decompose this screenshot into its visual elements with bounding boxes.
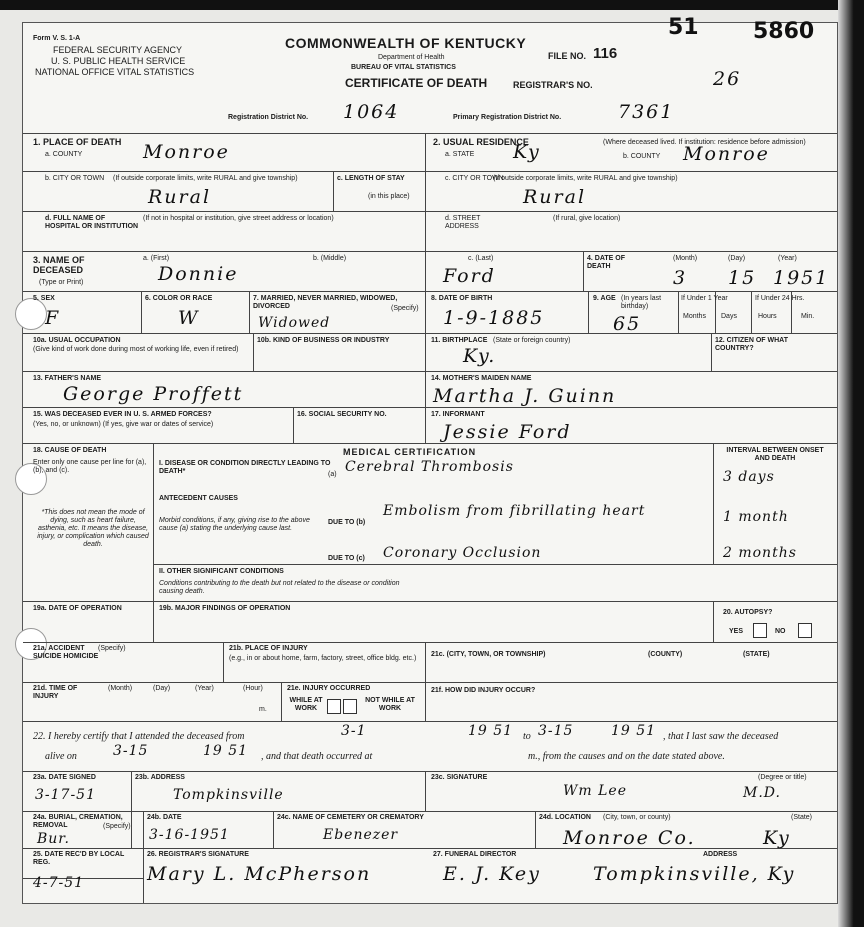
not-while-at-work-label: NOT WHILE AT WORK xyxy=(365,697,415,712)
length-of-stay-note: (in this place) xyxy=(368,193,410,200)
residence-street-note: (If rural, give location) xyxy=(553,215,621,222)
burial-date-label: 24b. DATE xyxy=(147,814,182,821)
injury-month-label: (Month) xyxy=(108,685,133,692)
primary-district-label: Primary Registration District No. xyxy=(453,114,562,121)
residence-state-value: Ky xyxy=(513,141,541,163)
rule xyxy=(751,291,752,333)
disease-condition-label: I. DISEASE OR CONDITION DIRECTLY LEADING TO DEATH* xyxy=(159,460,331,475)
rule xyxy=(425,642,426,682)
scan-edge-right xyxy=(838,0,864,927)
cemetery-label: 24c. NAME OF CEMETERY OR CREMATORY xyxy=(277,814,424,821)
rule xyxy=(153,443,154,601)
death-county-value: Monroe xyxy=(143,141,230,163)
department: Department of Health xyxy=(378,54,445,61)
rule xyxy=(23,721,837,722)
informant-label: 17. INFORMANT xyxy=(431,411,485,418)
registrar-no-label: REGISTRAR'S NO. xyxy=(513,80,593,90)
rule xyxy=(23,443,837,444)
antecedent-causes-label: ANTECEDENT CAUSES xyxy=(159,495,238,502)
certify-text-4: m., from the causes and on the date stated above. xyxy=(528,751,725,762)
due-to-b-label: DUE TO (b) xyxy=(328,519,366,526)
attended-to-year: 19 51 xyxy=(611,723,657,739)
injury-meridiem-label: m. xyxy=(259,706,267,713)
agency-line-3: NATIONAL OFFICE VITAL STATISTICS xyxy=(35,67,195,77)
birthplace-label: 11. BIRTHPLACE xyxy=(431,337,488,344)
burial-date-value: 3-16-1951 xyxy=(149,827,230,843)
interval-c-value: 2 months xyxy=(723,545,797,561)
business-label: 10b. KIND OF BUSINESS OR INDUSTRY xyxy=(257,337,390,344)
place-of-injury-label: 21b. PLACE OF INJURY xyxy=(229,645,308,652)
rule xyxy=(425,682,426,721)
months-label: Months xyxy=(683,313,706,320)
death-month-label: (Month) xyxy=(673,255,698,262)
operation-findings-label: 19b. MAJOR FINDINGS OF OPERATION xyxy=(159,605,291,612)
registrar-signature-value: Mary L. McPherson xyxy=(147,863,372,885)
rule xyxy=(713,443,714,564)
not-while-at-work-checkbox[interactable] xyxy=(343,699,357,714)
physician-address-value: Tompkinsville xyxy=(173,787,284,803)
attended-from-year: 19 51 xyxy=(468,723,514,739)
burial-location-label: 24d. LOCATION xyxy=(539,814,591,821)
registrar-signature-label: 26. REGISTRAR'S SIGNATURE xyxy=(147,851,249,858)
color-race-value: W xyxy=(178,307,200,329)
date-of-birth-value: 1-9-1885 xyxy=(443,307,545,329)
rule xyxy=(23,811,837,812)
rule xyxy=(711,333,712,371)
rule xyxy=(23,371,837,372)
operation-date-label: 19a. DATE OF OPERATION xyxy=(33,605,122,612)
stamp-number-left: 51 xyxy=(668,15,699,40)
autopsy-label: 20. AUTOPSY? xyxy=(723,609,773,616)
date-received-value: 4-7-51 xyxy=(33,875,85,891)
autopsy-no-label: NO xyxy=(775,628,786,635)
file-no-label: FILE NO. xyxy=(548,51,586,61)
rule xyxy=(425,171,837,172)
other-conditions-note: Conditions contributing to the death but not related to the disease or condition causing death. xyxy=(159,580,400,595)
rule xyxy=(425,133,426,291)
first-name-label: a. (First) xyxy=(143,255,170,262)
death-county-label: a. COUNTY xyxy=(45,151,83,158)
sex-label: 5. SEX xyxy=(33,295,55,302)
physician-degree: M.D. xyxy=(743,785,781,801)
while-at-work-label: WHILE AT WORK xyxy=(289,697,323,712)
burial-location-note: (City, town, or county) xyxy=(603,814,671,821)
rule xyxy=(253,333,254,371)
death-city-note: (If outside corporate limits, write RURAL and give township) xyxy=(113,175,298,182)
date-signed-label: 23a. DATE SIGNED xyxy=(33,774,96,781)
usual-residence-label: 2. USUAL RESIDENCE xyxy=(433,137,529,147)
death-city-label: b. CITY OR TOWN xyxy=(45,175,105,182)
rule xyxy=(23,133,837,134)
age-value: 65 xyxy=(613,313,642,335)
rule xyxy=(23,601,837,602)
interval-a-value: 3 days xyxy=(723,469,775,485)
death-city-value: Rural xyxy=(148,186,212,208)
autopsy-no-checkbox[interactable] xyxy=(798,623,812,638)
hospital-label: d. FULL NAME OF HOSPITAL OR INSTITUTION xyxy=(45,215,139,230)
scan-edge-top xyxy=(0,0,864,10)
place-of-death-label: 1. PLACE OF DEATH xyxy=(33,137,122,147)
armed-forces-note: (Yes, no, or unknown) (If yes, give war or dates of service) xyxy=(33,421,214,428)
rule xyxy=(23,251,837,252)
rule xyxy=(23,171,425,172)
occupation-note: (Give kind of work done during most of working life, even if retired) xyxy=(33,346,239,353)
certify-text-3: , and that death occurred at xyxy=(261,751,373,762)
type-or-print-note: (Type or Print) xyxy=(39,279,84,286)
certify-text-2: , that I last saw the deceased xyxy=(663,731,779,742)
father-name-value: George Proffett xyxy=(63,383,244,405)
under-24-hours-label: If Under 24 Hrs. xyxy=(755,295,805,302)
accident-specify-note: (Specify) xyxy=(98,645,126,652)
cause-a-value: Cerebral Thrombosis xyxy=(345,459,514,475)
rule xyxy=(535,811,536,848)
days-label: Days xyxy=(721,313,737,320)
armed-forces-label: 15. WAS DECEASED EVER IN U. S. ARMED FORCES? xyxy=(33,411,212,418)
hours-label: Hours xyxy=(758,313,777,320)
injury-year-label: (Year) xyxy=(195,685,214,692)
stamp-number-right: 5860 xyxy=(753,19,815,44)
certify-text-1: 22. I hereby certify that I attended the deceased from xyxy=(33,731,245,742)
first-name-value: Donnie xyxy=(158,263,239,285)
signature-label: 23c. SIGNATURE xyxy=(431,774,488,781)
burial-specify-note: (Specify) xyxy=(103,823,131,830)
reg-district-value: 1064 xyxy=(343,101,400,123)
marital-status-value: Widowed xyxy=(258,315,331,331)
rule xyxy=(23,642,837,643)
color-race-label: 6. COLOR OR RACE xyxy=(145,295,213,302)
registrar-no-value: 26 xyxy=(713,68,742,90)
death-year-value: 1951 xyxy=(773,267,830,289)
residence-street-label: d. STREET ADDRESS xyxy=(445,215,481,230)
degree-title-label: (Degree or title) xyxy=(758,774,807,781)
age-note: (In years last birthday) xyxy=(621,295,662,310)
citizen-label: 12. CITIZEN OF WHAT COUNTRY? xyxy=(715,337,788,352)
death-certificate xyxy=(22,15,838,904)
rule xyxy=(23,848,837,849)
rule xyxy=(153,601,154,642)
rule xyxy=(143,811,144,903)
cause-b-value: Embolism from fibrillating heart xyxy=(383,503,646,519)
informant-value: Jessie Ford xyxy=(443,421,572,443)
cause-of-death-label: 18. CAUSE OF DEATH xyxy=(33,447,107,454)
cause-enter-note: Enter only one cause per line for (a), (b), and (c). xyxy=(33,459,147,474)
marital-status-note: (Specify) xyxy=(391,305,419,312)
burial-state-value: Ky xyxy=(763,827,791,849)
alive-on-year: 19 51 xyxy=(203,743,249,759)
autopsy-yes-checkbox[interactable] xyxy=(753,623,767,638)
usual-residence-note: (Where deceased lived. If institution: residence before admission) xyxy=(603,139,806,146)
deceased-name-label: 3. NAME OF DECEASED xyxy=(33,255,85,275)
burial-label: 24a. BURIAL, CREMATION, REMOVAL xyxy=(33,814,123,829)
injury-state-label: (STATE) xyxy=(743,651,770,658)
rule xyxy=(273,811,274,848)
rule xyxy=(333,171,334,211)
rule xyxy=(588,291,589,333)
rule xyxy=(678,291,679,333)
last-name-value: Ford xyxy=(443,265,496,287)
rule xyxy=(223,642,224,682)
length-of-stay-label: c. LENGTH OF STAY xyxy=(337,175,405,182)
date-signed-value: 3-17-51 xyxy=(35,787,96,803)
burial-value: Bur. xyxy=(37,831,70,847)
residence-city-note: (If outside corporate limits, write RURAL and give township) xyxy=(493,175,678,182)
birthplace-note: (State or foreign country) xyxy=(493,337,571,344)
residence-county-label: b. COUNTY xyxy=(623,153,661,160)
cemetery-value: Ebenezer xyxy=(323,827,399,843)
morbid-conditions-note: Morbid conditions, if any, giving rise to the above cause (a) stating the underlying cause last. xyxy=(159,517,310,532)
death-month-value: 3 xyxy=(673,267,688,289)
injury-city-label: 21c. (CITY, TOWN, OR TOWNSHIP) xyxy=(431,651,546,658)
rule xyxy=(583,251,584,291)
document-title: COMMONWEALTH OF KENTUCKY xyxy=(285,35,527,51)
mother-name-label: 14. MOTHER'S MAIDEN NAME xyxy=(431,375,532,382)
funeral-director-label: 27. FUNERAL DIRECTOR xyxy=(433,851,517,858)
under-one-year-label: If Under 1 Year xyxy=(681,295,728,302)
father-name-label: 13. FATHER'S NAME xyxy=(33,375,102,382)
medical-certification-title: MEDICAL CERTIFICATION xyxy=(343,447,477,457)
rule xyxy=(425,291,426,443)
cause-footnote: *This does not mean the mode of dying, such as heart failure, asthenia, etc. It means the disease, injury, or complication which caused death. xyxy=(37,509,149,548)
rule xyxy=(131,771,132,848)
mother-name-value: Martha J. Guinn xyxy=(433,385,617,407)
certify-to-label: to xyxy=(523,731,531,742)
certificate-title: CERTIFICATE OF DEATH xyxy=(345,76,488,90)
rule xyxy=(249,291,250,333)
death-day-label: (Day) xyxy=(728,255,746,262)
rule xyxy=(23,333,837,334)
burial-state-label: (State) xyxy=(791,814,813,821)
how-injury-label: 21f. HOW DID INJURY OCCUR? xyxy=(431,687,536,694)
agency-line-2: U. S. PUBLIC HEALTH SERVICE xyxy=(51,56,186,66)
residence-county-value: Monroe xyxy=(683,143,770,165)
funeral-director-value: E. J. Key xyxy=(443,863,541,885)
residence-state-label: a. STATE xyxy=(445,151,475,158)
residence-city-value: Rural xyxy=(523,186,587,208)
attended-to-date: 3-15 xyxy=(538,723,574,739)
rule xyxy=(425,771,426,811)
residence-city-label: c. CITY OR TOWN xyxy=(445,175,504,182)
place-of-injury-note: (e.g., in or about home, farm, factory, street, office bldg. etc.) xyxy=(229,655,417,662)
rule xyxy=(713,601,714,642)
agency-line-1: FEDERAL SECURITY AGENCY xyxy=(53,45,183,55)
injury-hour-label: (Hour) xyxy=(243,685,263,692)
physician-signature: Wm Lee xyxy=(563,783,627,799)
rule xyxy=(141,291,142,333)
rule xyxy=(23,771,837,772)
injury-day-label: (Day) xyxy=(153,685,171,692)
date-received-label: 25. DATE REC'D BY LOCAL REG. xyxy=(33,851,125,866)
funeral-address-label: ADDRESS xyxy=(703,851,738,858)
rule xyxy=(281,682,282,721)
hospital-note: (If not in hospital or institution, give street address or location) xyxy=(143,215,334,222)
bureau: BUREAU OF VITAL STATISTICS xyxy=(351,64,456,71)
rule xyxy=(293,407,294,443)
physician-address-label: 23b. ADDRESS xyxy=(135,774,185,781)
autopsy-yes-label: YES xyxy=(729,628,744,635)
time-of-injury-label: 21d. TIME OF INJURY xyxy=(33,685,78,700)
last-name-label: c. (Last) xyxy=(468,255,494,262)
primary-district-value: 7361 xyxy=(618,101,675,123)
form-number: Form V. S. 1-A xyxy=(33,35,81,42)
date-of-death-label: 4. DATE OF DEATH xyxy=(587,255,625,270)
accident-type-label: 21a. ACCIDENT SUICIDE HOMICIDE xyxy=(33,645,99,660)
minutes-label: Min. xyxy=(801,313,815,320)
rule xyxy=(23,407,837,408)
age-label: 9. AGE xyxy=(593,295,616,302)
due-to-c-label: DUE TO (c) xyxy=(328,555,365,562)
marital-status-label: 7. MARRIED, NEVER MARRIED, WIDOWED, DIVORCED xyxy=(253,295,398,310)
occupation-label: 10a. USUAL OCCUPATION xyxy=(33,337,121,344)
injury-county-label: (COUNTY) xyxy=(648,651,683,658)
burial-location-value: Monroe Co. xyxy=(563,827,696,849)
death-day-value: 15 xyxy=(728,267,757,289)
rule xyxy=(153,564,837,565)
cause-c-value: Coronary Occlusion xyxy=(383,545,542,561)
middle-name-label: b. (Middle) xyxy=(313,255,347,262)
other-conditions-label: II. OTHER SIGNIFICANT CONDITIONS xyxy=(159,568,284,575)
reg-district-label: Registration District No. xyxy=(228,114,309,121)
alive-on-date: 3-15 xyxy=(113,743,149,759)
rule xyxy=(23,682,837,683)
social-security-label: 16. SOCIAL SECURITY NO. xyxy=(297,411,387,418)
death-year-label: (Year) xyxy=(778,255,797,262)
interval-label: INTERVAL BETWEEN ONSET AND DEATH xyxy=(726,447,824,462)
file-no-value: 116 xyxy=(593,45,618,62)
injury-occurred-label: 21e. INJURY OCCURRED xyxy=(287,685,371,692)
interval-b-value: 1 month xyxy=(723,509,789,525)
sex-value: F xyxy=(45,307,61,329)
date-of-birth-label: 8. DATE OF BIRTH xyxy=(431,295,493,302)
while-at-work-checkbox[interactable] xyxy=(327,699,341,714)
alive-on-label: alive on xyxy=(45,751,77,762)
cause-a-marker: (a) xyxy=(328,471,337,478)
birthplace-value: Ky. xyxy=(463,345,497,367)
funeral-address-value: Tompkinsville, Ky xyxy=(593,863,796,885)
rule xyxy=(23,211,837,212)
attended-from-date: 3-1 xyxy=(341,723,367,739)
